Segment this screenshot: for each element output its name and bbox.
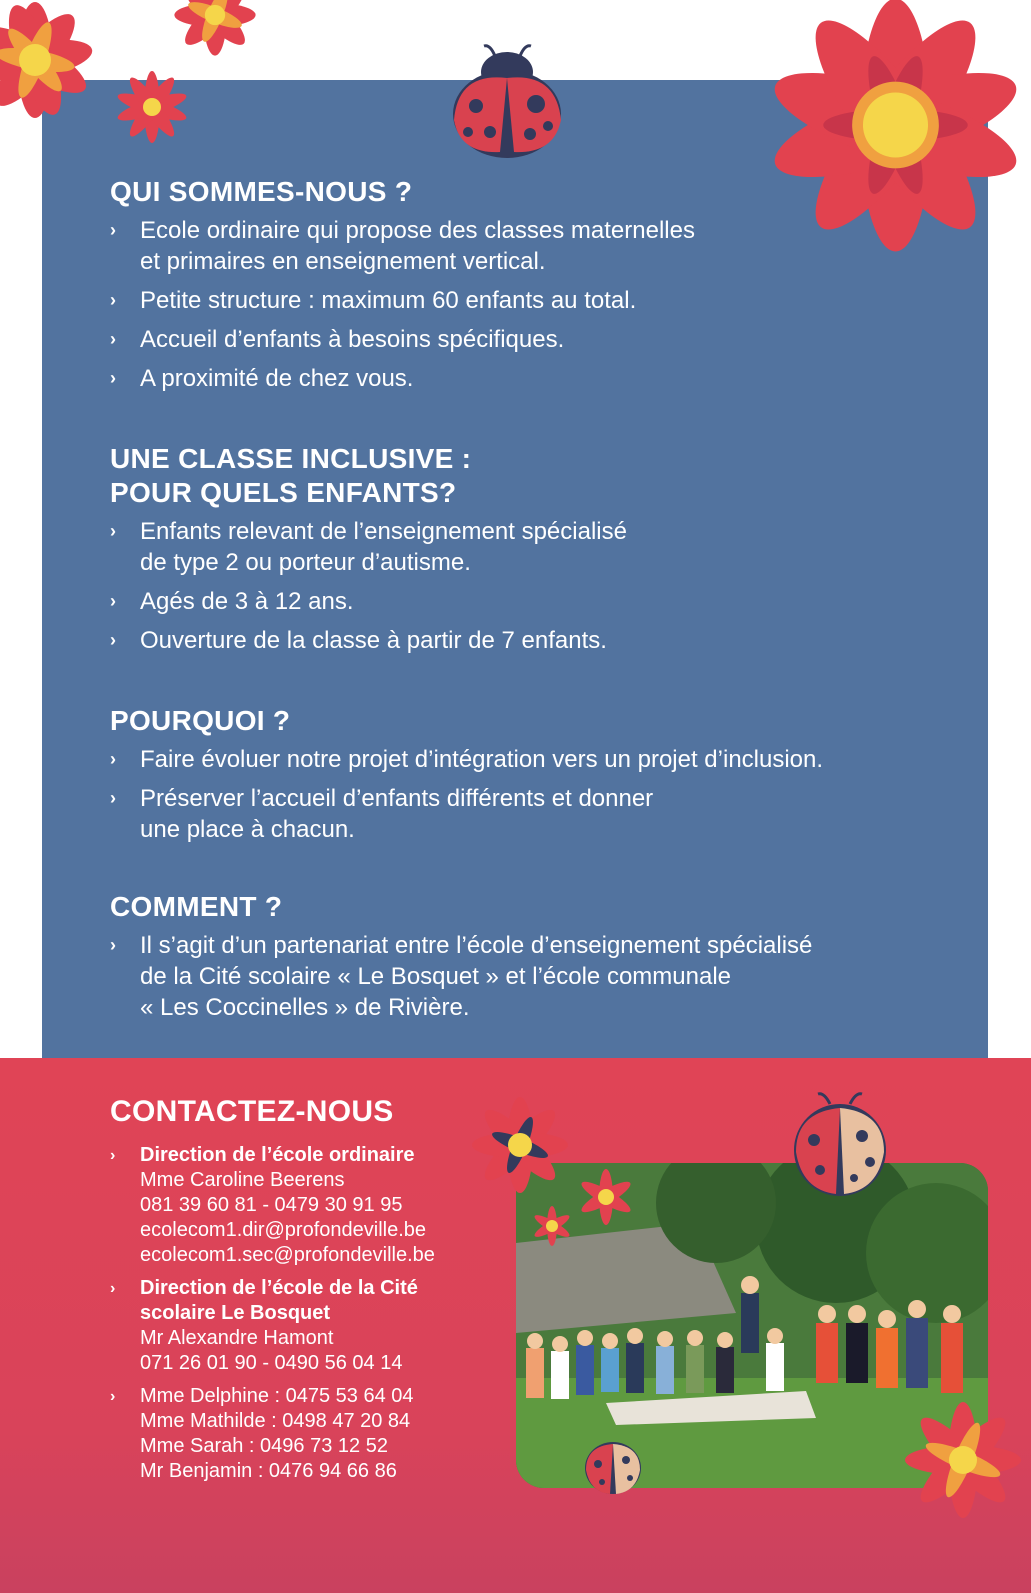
contact-phone: Mme Delphine : 0475 53 64 04 — [140, 1385, 414, 1407]
bullet-list — [110, 215, 695, 394]
item-text: Ecole ordinaire qui propose des classes maternelles — [140, 217, 695, 244]
contact-heading: Direction de l’école de la Cité — [140, 1277, 418, 1299]
flower-icon — [110, 65, 194, 149]
chevron-right-icon: › — [110, 329, 116, 349]
flower-icon — [0, 0, 110, 150]
section-comment — [110, 890, 812, 1031]
contact-phone: Mme Sarah : 0496 73 12 52 — [140, 1435, 388, 1457]
flower-icon — [760, 0, 1031, 290]
chevron-right-icon: › — [110, 1147, 116, 1164]
chevron-right-icon: › — [110, 788, 116, 808]
item-text: Accueil d’enfants à besoins spécifiques. — [140, 326, 565, 353]
contact-phone: 081 39 60 81 - 0479 30 91 95 — [140, 1194, 403, 1216]
chevron-right-icon: › — [110, 935, 116, 955]
contact-block — [110, 1384, 435, 1484]
section-classe-inclusive — [110, 442, 627, 664]
contact-phone: Mr Benjamin : 0476 94 66 86 — [140, 1460, 397, 1482]
chevron-right-icon: › — [110, 368, 116, 388]
list-item — [110, 586, 627, 617]
chevron-right-icon: › — [110, 290, 116, 310]
contact-phone: Mme Mathilde : 0498 47 20 84 — [140, 1410, 411, 1432]
list-item — [110, 363, 695, 394]
item-text: Ouverture de la classe à partir de 7 enfants. — [140, 627, 607, 654]
contact-title: CONTACTEZ-NOUS — [110, 1095, 394, 1128]
flower-icon — [150, 0, 280, 70]
item-text: « Les Coccinelles » de Rivière. — [140, 994, 470, 1021]
ladybug-icon — [790, 1090, 890, 1200]
contact-name: Mme Caroline Beerens — [140, 1169, 345, 1191]
chevron-right-icon: › — [110, 749, 116, 769]
chevron-right-icon: › — [110, 220, 116, 240]
item-text: Enfants relevant de l’enseignement spécialisé — [140, 518, 627, 545]
list-item — [110, 285, 695, 316]
ladybug-icon — [582, 1430, 644, 1496]
item-text: de la Cité scolaire « Le Bosquet » et l’école communale — [140, 963, 731, 990]
section-title: QUI SOMMES-NOUS ? — [110, 176, 413, 207]
bullet-list — [110, 516, 627, 656]
contact-email[interactable]: ecolecom1.sec@profondeville.be — [140, 1244, 435, 1266]
flower-icon — [465, 1090, 575, 1200]
flower-icon — [574, 1165, 638, 1229]
bullet-list — [110, 744, 823, 845]
title-line: UNE CLASSE INCLUSIVE : — [110, 443, 472, 474]
section-title — [110, 442, 627, 510]
contact-heading: scolaire Le Bosquet — [140, 1302, 331, 1324]
section-title: COMMENT ? — [110, 891, 283, 922]
item-text: Agés de 3 à 12 ans. — [140, 588, 354, 615]
item-text: Faire évoluer notre projet d’intégration vers un projet d’inclusion. — [140, 746, 824, 773]
item-text: Il s’agit d’un partenariat entre l’école d’enseignement spécialisé — [140, 932, 813, 959]
contact-block — [110, 1143, 435, 1268]
section-pourquoi — [110, 704, 823, 853]
section-qui-sommes-nous — [110, 175, 695, 402]
list-item — [110, 744, 823, 775]
contact-block — [110, 1276, 435, 1376]
ladybug-icon — [450, 42, 565, 160]
section-title: POURQUOI ? — [110, 705, 291, 736]
flower-icon — [528, 1202, 576, 1250]
item-text: et primaires en enseignement vertical. — [140, 248, 546, 275]
chevron-right-icon: › — [110, 521, 116, 541]
flower-icon — [896, 1395, 1031, 1525]
chevron-right-icon: › — [110, 1280, 116, 1297]
contact-phone: 071 26 01 90 - 0490 56 04 14 — [140, 1352, 403, 1374]
list-item — [110, 324, 695, 355]
item-text: une place à chacun. — [140, 816, 355, 843]
chevron-right-icon: › — [110, 630, 116, 650]
contact-name: Mr Alexandre Hamont — [140, 1327, 334, 1349]
title-line: POUR QUELS ENFANTS? — [110, 477, 457, 508]
list-item — [110, 516, 627, 578]
section-contact — [110, 1095, 435, 1492]
item-text: Préserver l’accueil d’enfants différents et donner — [140, 785, 654, 812]
contact-email[interactable]: ecolecom1.dir@profondeville.be — [140, 1219, 427, 1241]
bullet-list — [110, 930, 812, 1023]
contact-heading: Direction de l’école ordinaire — [140, 1144, 415, 1166]
item-text: A proximité de chez vous. — [140, 365, 414, 392]
list-item — [110, 215, 695, 277]
item-text: de type 2 ou porteur d’autisme. — [140, 549, 471, 576]
chevron-right-icon: › — [110, 1388, 116, 1405]
chevron-right-icon: › — [110, 591, 116, 611]
list-item — [110, 783, 823, 845]
item-text: Petite structure : maximum 60 enfants au total. — [140, 287, 637, 314]
list-item — [110, 930, 812, 1023]
contact-list — [110, 1143, 435, 1484]
list-item — [110, 625, 627, 656]
